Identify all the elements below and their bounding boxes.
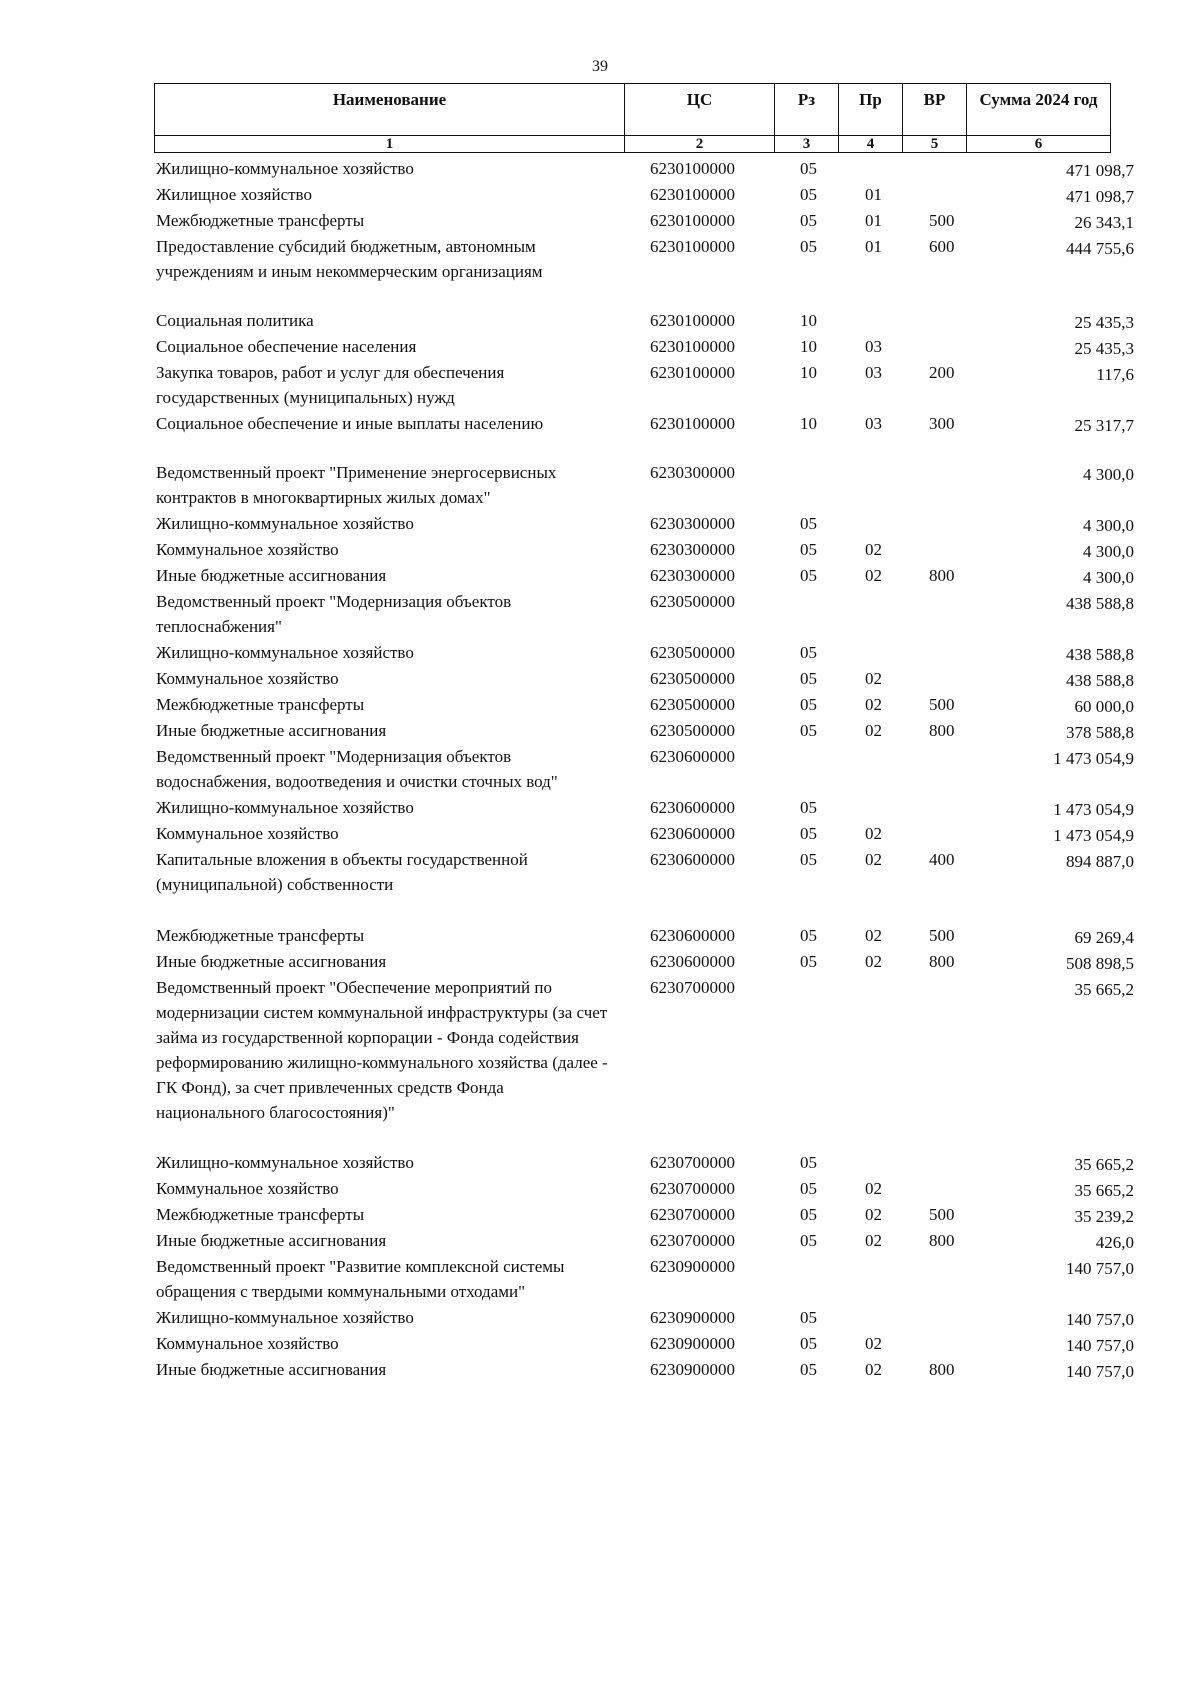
table-header [154, 83, 1111, 153]
row-sum: 1 473 054,9 [1053, 826, 1134, 845]
table-row [154, 744, 1134, 794]
table-row [154, 360, 1134, 410]
table-row [154, 718, 1134, 743]
row-rz-code: 05 [800, 159, 817, 178]
row-rz-code: 05 [800, 211, 817, 230]
row-rz-code: 05 [800, 798, 817, 817]
page-number: 39 [592, 58, 608, 75]
row-sum: 444 755,6 [1066, 239, 1134, 258]
row-name: Ведомственный проект "Модернизация объектов водоснабжения, водоотведения и очистки сточных вод" [156, 747, 558, 791]
row-cs-code: 6230700000 [650, 1179, 735, 1198]
table-row [154, 1150, 1134, 1175]
row-cs-code: 6230100000 [650, 311, 735, 330]
table-row [154, 537, 1134, 562]
table-row [154, 334, 1134, 359]
table-row [154, 308, 1134, 333]
row-pr-code: 02 [865, 669, 882, 688]
row-cs-code: 6230700000 [650, 978, 735, 997]
table-row [154, 511, 1134, 536]
row-pr-code: 02 [865, 926, 882, 945]
table-row [154, 411, 1134, 436]
table-row [154, 795, 1134, 820]
row-sum: 26 343,1 [1074, 213, 1134, 232]
table-row [154, 847, 1134, 897]
row-sum: 35 665,2 [1074, 1155, 1134, 1174]
row-sum: 25 435,3 [1074, 339, 1134, 358]
row-rz-code: 05 [800, 185, 817, 204]
row-rz-code: 05 [800, 1360, 817, 1379]
row-name: Межбюджетные трансферты [156, 1205, 365, 1224]
row-sum: 4 300,0 [1083, 568, 1134, 587]
row-cs-code: 6230100000 [650, 337, 735, 356]
row-rz-code: 05 [800, 669, 817, 688]
row-pr-code: 02 [865, 695, 882, 714]
table-row [154, 1254, 1134, 1304]
row-pr-code: 01 [865, 237, 882, 256]
row-sum: 4 300,0 [1083, 465, 1134, 484]
row-pr-code: 02 [865, 1360, 882, 1379]
row-name: Коммунальное хозяйство [156, 540, 339, 559]
row-sum: 35 665,2 [1074, 1181, 1134, 1200]
table-row [154, 692, 1134, 717]
row-cs-code: 6230300000 [650, 566, 735, 585]
column-number: 3 [775, 136, 839, 153]
row-pr-code: 03 [865, 337, 882, 356]
row-rz-code: 05 [800, 540, 817, 559]
row-sum: 140 757,0 [1066, 1336, 1134, 1355]
table-row [154, 460, 1134, 510]
row-rz-code: 05 [800, 824, 817, 843]
row-pr-code: 02 [865, 824, 882, 843]
row-name: Межбюджетные трансферты [156, 211, 365, 230]
row-rz-code: 10 [800, 414, 817, 433]
row-vr-code: 500 [929, 926, 955, 945]
row-rz-code: 05 [800, 695, 817, 714]
row-rz-code: 05 [800, 721, 817, 740]
row-pr-code: 01 [865, 185, 882, 204]
header-vr: ВР [903, 84, 967, 136]
row-cs-code: 6230600000 [650, 850, 735, 869]
row-pr-code: 03 [865, 363, 882, 382]
row-vr-code: 500 [929, 695, 955, 714]
row-rz-code: 10 [800, 311, 817, 330]
row-sum: 438 588,8 [1066, 594, 1134, 613]
row-name: Предоставление субсидий бюджетным, автономным учреждениям и иным некоммерческим организациям [156, 237, 543, 281]
row-vr-code: 600 [929, 237, 955, 256]
table-row [154, 182, 1134, 207]
row-cs-code: 6230900000 [650, 1308, 735, 1327]
row-rz-code: 05 [800, 1205, 817, 1224]
row-vr-code: 800 [929, 1360, 955, 1379]
row-name: Коммунальное хозяйство [156, 669, 339, 688]
table-row [154, 1331, 1134, 1356]
row-cs-code: 6230900000 [650, 1334, 735, 1353]
row-cs-code: 6230900000 [650, 1360, 735, 1379]
row-sum: 4 300,0 [1083, 542, 1134, 561]
row-pr-code: 02 [865, 566, 882, 585]
row-cs-code: 6230100000 [650, 414, 735, 433]
column-number: 1 [155, 136, 625, 153]
row-vr-code: 200 [929, 363, 955, 382]
row-rz-code: 05 [800, 643, 817, 662]
row-cs-code: 6230100000 [650, 211, 735, 230]
row-name: Коммунальное хозяйство [156, 1334, 339, 1353]
row-name: Жилищно-коммунальное хозяйство [156, 1153, 414, 1172]
row-cs-code: 6230300000 [650, 514, 735, 533]
row-name: Иные бюджетные ассигнования [156, 952, 387, 971]
table-row [154, 1305, 1134, 1330]
row-pr-code: 03 [865, 414, 882, 433]
header-name: Наименование [155, 84, 625, 136]
row-pr-code: 02 [865, 1179, 882, 1198]
row-name: Капитальные вложения в объекты государственной (муниципальной) собственности [156, 850, 528, 894]
row-sum: 25 435,3 [1074, 313, 1134, 332]
row-vr-code: 800 [929, 566, 955, 585]
row-sum: 471 098,7 [1066, 187, 1134, 206]
table-row [154, 563, 1134, 588]
table-row [154, 589, 1134, 639]
row-cs-code: 6230700000 [650, 1153, 735, 1172]
row-name: Межбюджетные трансферты [156, 695, 365, 714]
row-cs-code: 6230500000 [650, 721, 735, 740]
row-name: Жилищно-коммунальное хозяйство [156, 643, 414, 662]
table-row [154, 156, 1134, 181]
row-cs-code: 6230100000 [650, 185, 735, 204]
table-row [154, 975, 1134, 1125]
table-row [154, 1202, 1134, 1227]
row-vr-code: 400 [929, 850, 955, 869]
row-cs-code: 6230500000 [650, 592, 735, 611]
row-cs-code: 6230600000 [650, 926, 735, 945]
row-sum: 140 757,0 [1066, 1362, 1134, 1381]
row-sum: 378 588,8 [1066, 723, 1134, 742]
row-sum: 1 473 054,9 [1053, 749, 1134, 768]
row-name: Жилищное хозяйство [156, 185, 312, 204]
row-cs-code: 6230500000 [650, 669, 735, 688]
row-sum: 25 317,7 [1074, 416, 1134, 435]
row-rz-code: 05 [800, 952, 817, 971]
row-name: Закупка товаров, работ и услуг для обеспечения государственных (муниципальных) нужд [156, 363, 505, 407]
row-sum: 426,0 [1095, 1233, 1134, 1252]
table-row [154, 1176, 1134, 1201]
row-rz-code: 05 [800, 850, 817, 869]
row-name: Социальное обеспечение населения [156, 337, 417, 356]
row-sum: 140 757,0 [1066, 1259, 1134, 1278]
row-name: Жилищно-коммунальное хозяйство [156, 159, 414, 178]
row-sum: 60 000,0 [1074, 697, 1134, 716]
table-row [154, 208, 1134, 233]
column-number: 2 [625, 136, 775, 153]
row-vr-code: 800 [929, 721, 955, 740]
row-rz-code: 05 [800, 237, 817, 256]
row-pr-code: 02 [865, 721, 882, 740]
table-row [154, 1228, 1134, 1253]
row-name: Ведомственный проект "Развитие комплексной системы обращения с твердыми коммунальными отходами" [156, 1257, 565, 1301]
row-vr-code: 500 [929, 211, 955, 230]
row-rz-code: 05 [800, 1179, 817, 1198]
row-rz-code: 05 [800, 1153, 817, 1172]
row-name: Социальное обеспечение и иные выплаты населению [156, 414, 544, 433]
row-rz-code: 05 [800, 566, 817, 585]
table-row [154, 234, 1134, 284]
row-vr-code: 800 [929, 1231, 955, 1250]
row-rz-code: 10 [800, 363, 817, 382]
row-pr-code: 02 [865, 1205, 882, 1224]
column-number: 6 [967, 136, 1111, 153]
table-body [154, 156, 1134, 1383]
row-name: Коммунальное хозяйство [156, 824, 339, 843]
row-name: Иные бюджетные ассигнования [156, 721, 387, 740]
row-sum: 140 757,0 [1066, 1310, 1134, 1329]
table-row [154, 949, 1134, 974]
header-rz: Рз [775, 84, 839, 136]
row-sum: 69 269,4 [1074, 928, 1134, 947]
row-name: Ведомственный проект "Модернизация объектов теплоснабжения" [156, 592, 512, 636]
table-row [154, 821, 1134, 846]
row-name: Иные бюджетные ассигнования [156, 1360, 387, 1379]
row-cs-code: 6230700000 [650, 1231, 735, 1250]
header-cs: ЦС [625, 84, 775, 136]
row-name: Ведомственный проект "Обеспечение мероприятий по модернизации систем коммунальной инфраструктуры (за счет займа из государственной корпорации - Фонда содействия реформированию жилищно-коммунального хозяйства (далее - ГК Фонд), за счет привлеченных средств Фонда национального благосостояния)" [156, 978, 608, 1122]
row-rz-code: 05 [800, 1231, 817, 1250]
header-sum: Сумма 2024 год [967, 84, 1111, 136]
row-sum: 438 588,8 [1066, 671, 1134, 690]
row-sum: 35 239,2 [1074, 1207, 1134, 1226]
row-sum: 894 887,0 [1066, 852, 1134, 871]
row-sum: 117,6 [1096, 365, 1134, 384]
row-cs-code: 6230100000 [650, 363, 735, 382]
row-pr-code: 01 [865, 211, 882, 230]
row-cs-code: 6230700000 [650, 1205, 735, 1224]
row-rz-code: 05 [800, 926, 817, 945]
row-sum: 1 473 054,9 [1053, 800, 1134, 819]
row-name: Жилищно-коммунальное хозяйство [156, 1308, 414, 1327]
row-vr-code: 800 [929, 952, 955, 971]
table-row [154, 640, 1134, 665]
header-pr: Пр [839, 84, 903, 136]
row-sum: 508 898,5 [1066, 954, 1134, 973]
row-name: Ведомственный проект "Применение энергосервисных контрактов в многоквартирных жилых домах" [156, 463, 557, 507]
row-name: Коммунальное хозяйство [156, 1179, 339, 1198]
row-rz-code: 05 [800, 1308, 817, 1327]
row-cs-code: 6230600000 [650, 747, 735, 766]
row-pr-code: 02 [865, 850, 882, 869]
row-cs-code: 6230600000 [650, 824, 735, 843]
row-cs-code: 6230600000 [650, 952, 735, 971]
row-name: Иные бюджетные ассигнования [156, 566, 387, 585]
row-pr-code: 02 [865, 540, 882, 559]
row-cs-code: 6230900000 [650, 1257, 735, 1276]
row-cs-code: 6230300000 [650, 540, 735, 559]
column-number: 4 [839, 136, 903, 153]
row-name: Межбюджетные трансферты [156, 926, 365, 945]
row-cs-code: 6230300000 [650, 463, 735, 482]
row-cs-code: 6230100000 [650, 159, 735, 178]
row-pr-code: 02 [865, 952, 882, 971]
row-pr-code: 02 [865, 1231, 882, 1250]
row-cs-code: 6230500000 [650, 695, 735, 714]
row-rz-code: 10 [800, 337, 817, 356]
row-pr-code: 02 [865, 1334, 882, 1353]
row-sum: 4 300,0 [1083, 516, 1134, 535]
row-rz-code: 05 [800, 1334, 817, 1353]
row-cs-code: 6230500000 [650, 643, 735, 662]
column-number: 5 [903, 136, 967, 153]
row-name: Жилищно-коммунальное хозяйство [156, 798, 414, 817]
row-vr-code: 500 [929, 1205, 955, 1224]
row-name: Жилищно-коммунальное хозяйство [156, 514, 414, 533]
table-row [154, 1357, 1134, 1382]
table-row [154, 923, 1134, 948]
row-name: Социальная политика [156, 311, 314, 330]
row-vr-code: 300 [929, 414, 955, 433]
row-rz-code: 05 [800, 514, 817, 533]
row-name: Иные бюджетные ассигнования [156, 1231, 387, 1250]
row-sum: 438 588,8 [1066, 645, 1134, 664]
row-sum: 35 665,2 [1074, 980, 1134, 999]
table-row [154, 666, 1134, 691]
row-cs-code: 6230100000 [650, 237, 735, 256]
row-sum: 471 098,7 [1066, 161, 1134, 180]
row-cs-code: 6230600000 [650, 798, 735, 817]
